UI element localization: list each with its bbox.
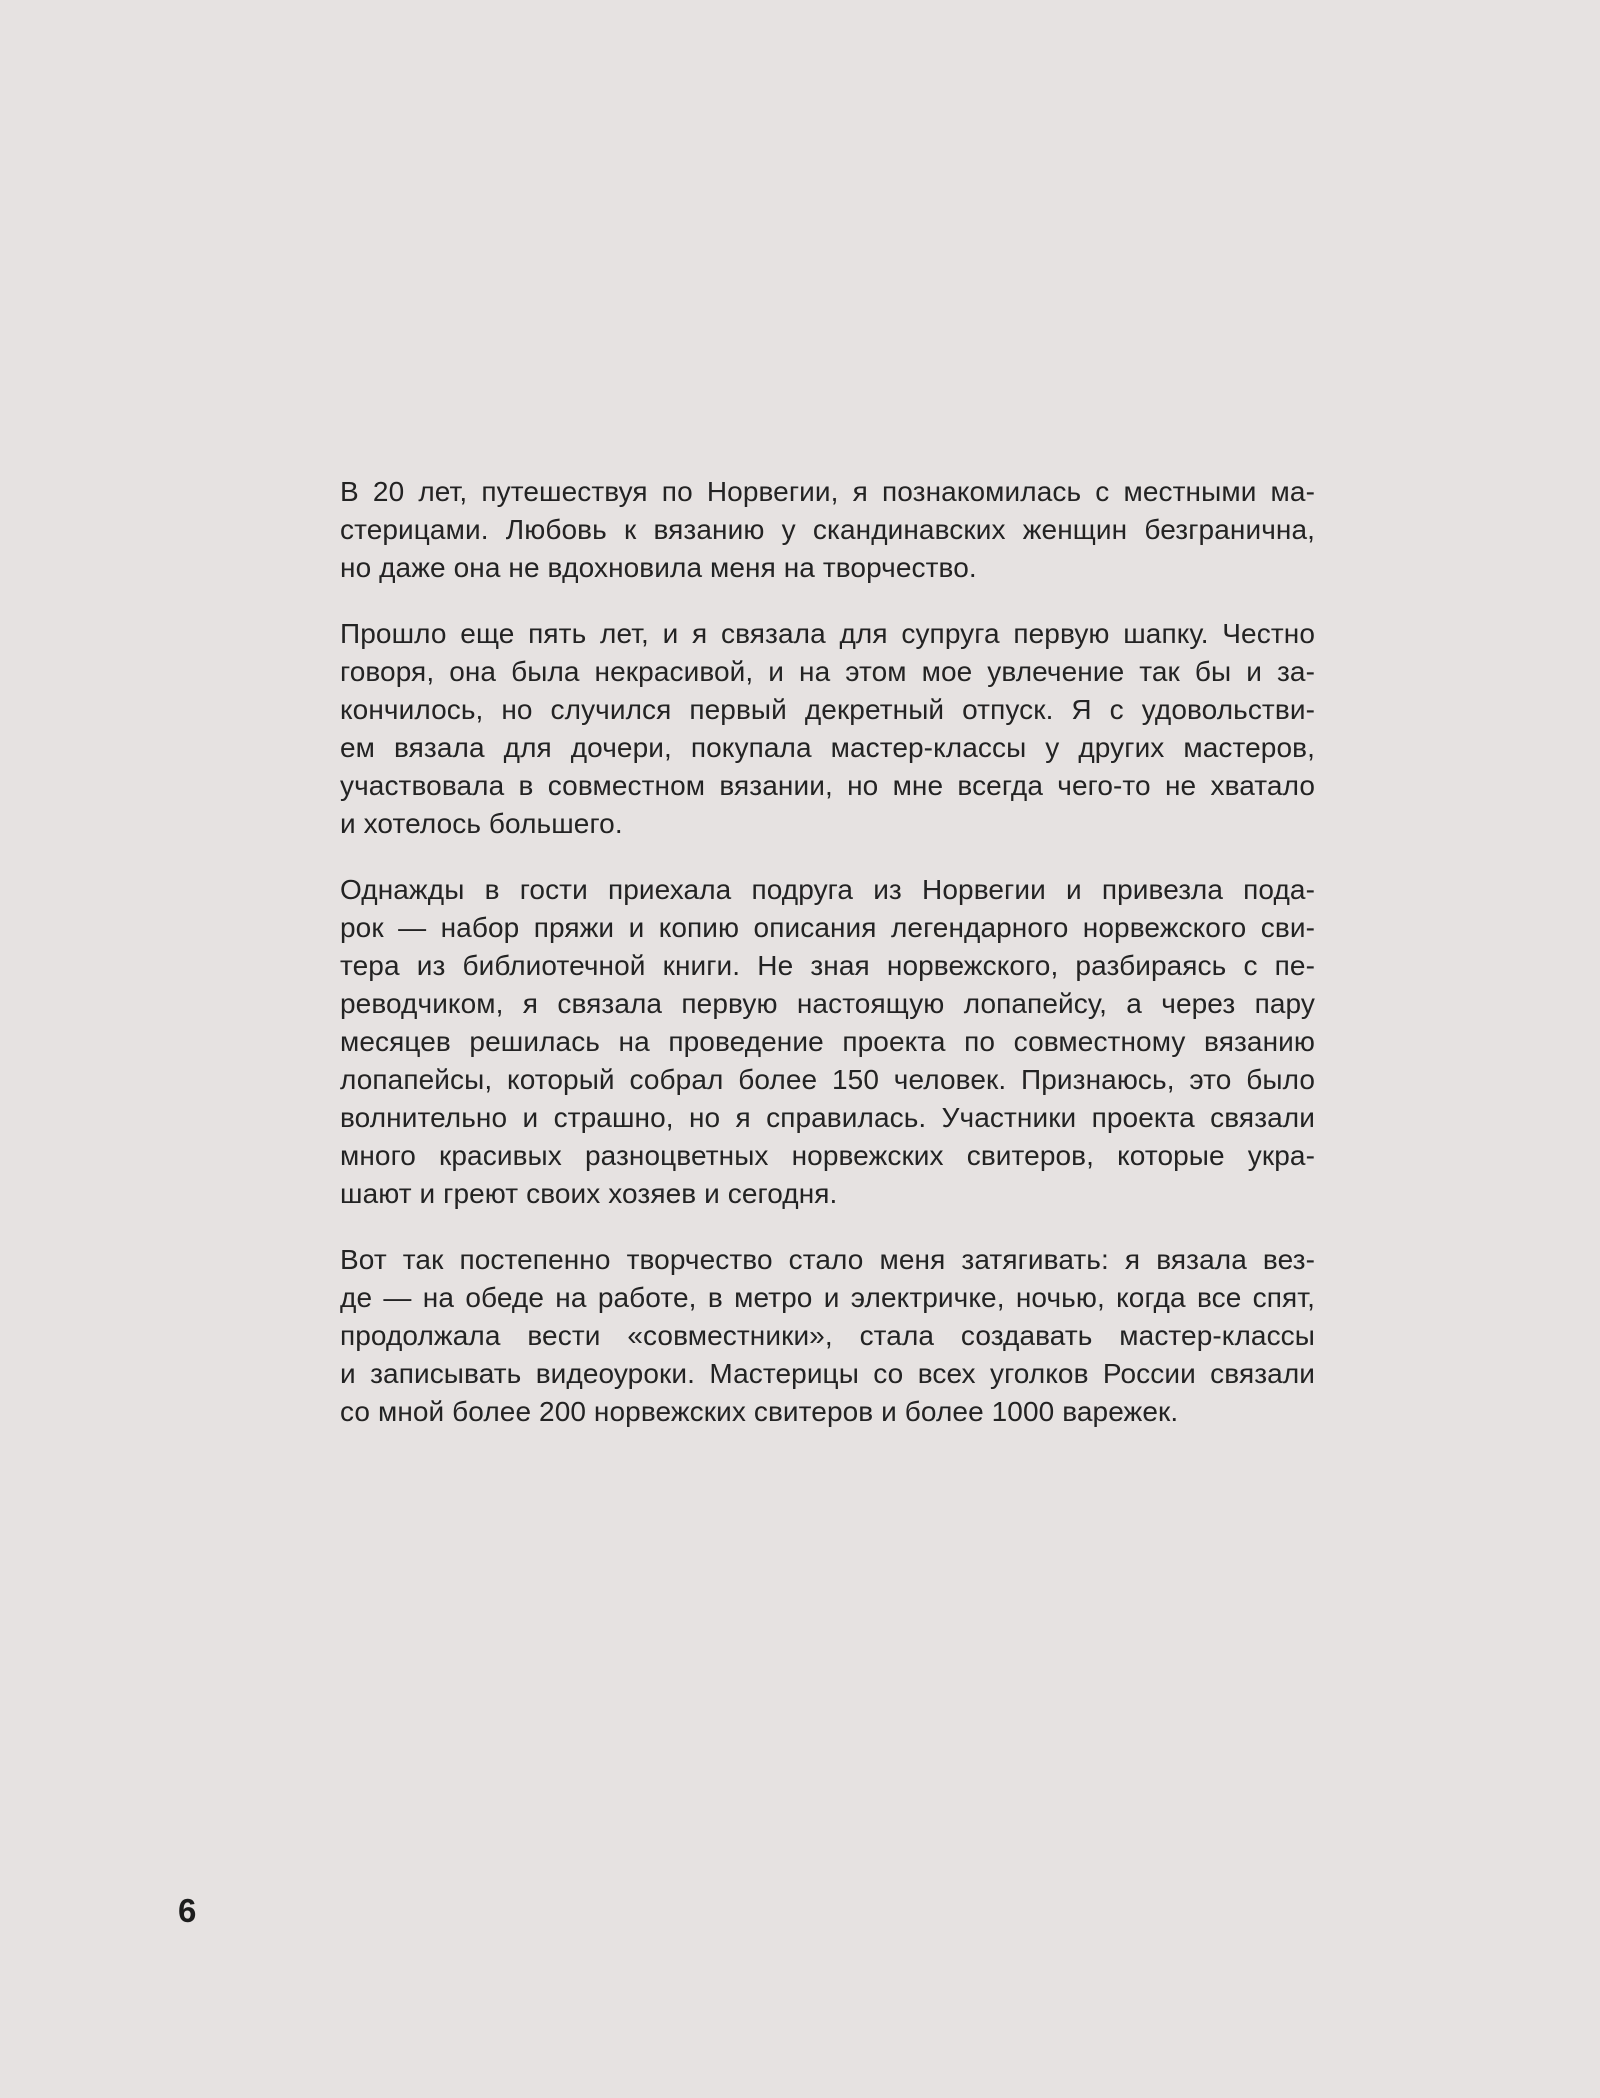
text-line: Вот так постепенно творчество стало меня затягивать: я вязала вез- bbox=[340, 1244, 1315, 1275]
text-line: реводчиком, я связала первую настоящую лопапейсу, а через пару bbox=[340, 988, 1315, 1019]
text-line: рок — набор пряжи и копию описания легендарного норвежского сви- bbox=[340, 912, 1315, 943]
body-text bbox=[340, 473, 1315, 1431]
text-line: участвовала в совместном вязании, но мне всегда чего-то не хватало bbox=[340, 770, 1315, 801]
text-line: кончилось, но случился первый декретный отпуск. Я с удовольстви- bbox=[340, 694, 1315, 725]
text-line: тера из библиотечной книги. Не зная норвежского, разбираясь с пе- bbox=[340, 950, 1315, 981]
text-line: волнительно и страшно, но я справилась. Участники проекта связали bbox=[340, 1102, 1315, 1133]
text-line: много красивых разноцветных норвежских свитеров, которые укра- bbox=[340, 1140, 1315, 1171]
text-line: В 20 лет, путешествуя по Норвегии, я познакомилась с местными ма- bbox=[340, 476, 1315, 507]
paragraph bbox=[340, 615, 1315, 843]
text-line: но даже она не вдохновила меня на творчество. bbox=[340, 552, 977, 583]
text-line: де — на обеде на работе, в метро и электричке, ночью, когда все спят, bbox=[340, 1282, 1315, 1313]
text-line: шают и греют своих хозяев и сегодня. bbox=[340, 1178, 838, 1209]
text-line: лопапейсы, который собрал более 150 человек. Признаюсь, это было bbox=[340, 1064, 1315, 1095]
paragraph bbox=[340, 473, 1315, 587]
text-line: со мной более 200 норвежских свитеров и более 1000 варежек. bbox=[340, 1396, 1179, 1427]
paragraph bbox=[340, 1241, 1315, 1431]
text-line: говоря, она была некрасивой, и на этом мое увлечение так бы и за- bbox=[340, 656, 1315, 687]
text-line: ем вязала для дочери, покупала мастер-классы у других мастеров, bbox=[340, 732, 1315, 763]
page-number: 6 bbox=[178, 1892, 197, 1929]
text-line: и хотелось большего. bbox=[340, 808, 623, 839]
text-line: Прошло еще пять лет, и я связала для супруга первую шапку. Честно bbox=[340, 618, 1315, 649]
text-line: месяцев решилась на проведение проекта по совместному вязанию bbox=[340, 1026, 1315, 1057]
text-line: и записывать видеоуроки. Мастерицы со всех уголков России связали bbox=[340, 1358, 1315, 1389]
paragraph bbox=[340, 871, 1315, 1213]
text-line: стерицами. Любовь к вязанию у скандинавских женщин безгранична, bbox=[340, 514, 1315, 545]
text-line: продолжала вести «совместники», стала создавать мастер-классы bbox=[340, 1320, 1315, 1351]
text-line: Однажды в гости приехала подруга из Норвегии и привезла пода- bbox=[340, 874, 1315, 905]
